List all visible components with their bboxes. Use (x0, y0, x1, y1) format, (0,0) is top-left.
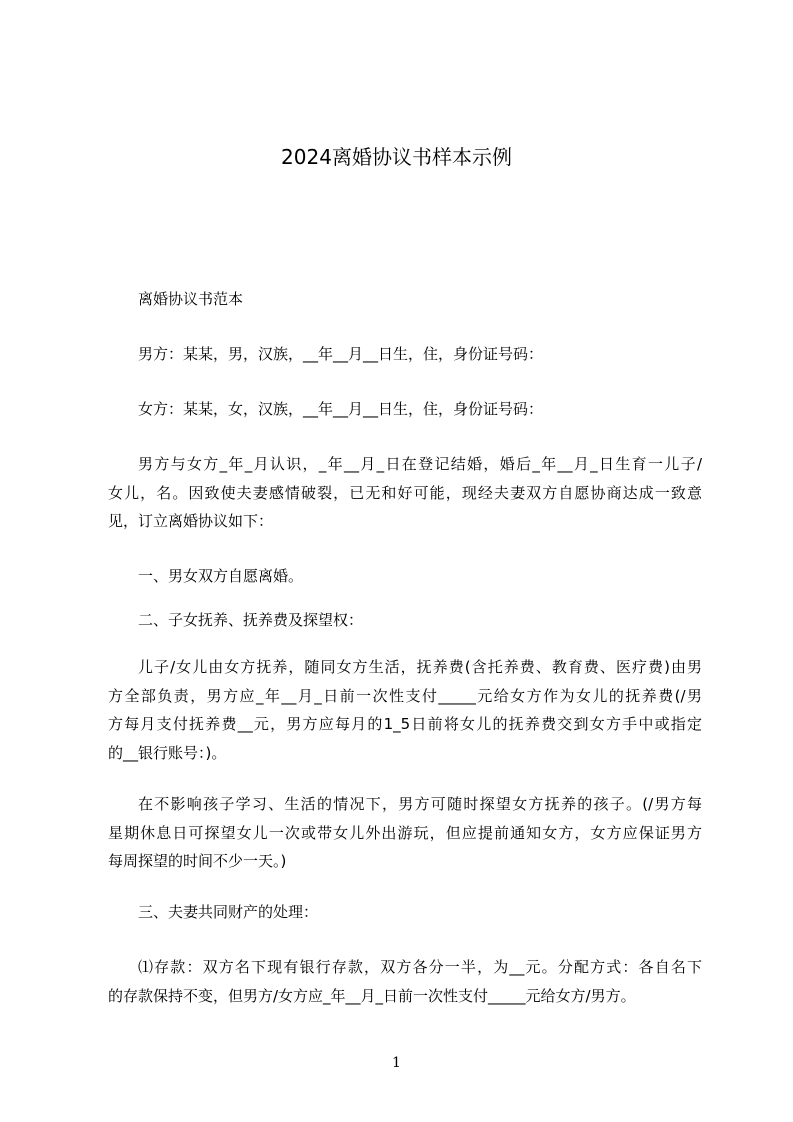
clause-3-text: 三、夫妻共同财产的处理： (138, 903, 319, 921)
clause-3 (108, 898, 702, 927)
text-line: 在不影响孩子学习、生活的情况下，男方可随时探望女方抚养的孩子。(/男方每 (138, 795, 702, 813)
text-line: 的__银行账号：)。 (108, 743, 227, 762)
text-line: 每周探望的时间不少一天。) (108, 852, 287, 870)
woman-info (108, 395, 702, 424)
clause-1-text: 一、男女双方自愿离婚。 (138, 567, 304, 585)
text-line: ⑴存款：双方名下现有银行存款，双方各分一半，为__元。分配方式：各自名下 (138, 958, 702, 976)
document-title: 2024离婚协议书样本示例 (281, 145, 512, 169)
clause-2 (108, 606, 702, 635)
text-line: 方每月支付抚养费__元，男方应每月的1_5日前将女儿的抚养费交到女方手中或指定 (108, 715, 702, 733)
woman-info-text: 女方：某某，女，汉族，__年__月__日生，住，身份证号码： (138, 400, 544, 418)
visitation-paragraph (108, 790, 702, 876)
clause-1 (108, 562, 702, 591)
man-info-text: 男方：某某，男，汉族，__年__月__日生，住，身份证号码： (138, 345, 544, 363)
text-line: 见，订立离婚协议如下： (108, 512, 274, 530)
text-line: 星期休息日可探望女儿一次或带女儿外出游玩，但应提前通知女方，女方应保证男方 (108, 823, 702, 842)
text-line: 男方与女方_年_月认识，_年__月_日在登记结婚，婚后_年__月_日生育一儿子/ (138, 455, 702, 473)
man-info (108, 340, 702, 369)
text-line: 女儿，名。因致使夫妻感情破裂，已无和好可能，现经夫妻双方自愿协商达成一致意 (108, 483, 702, 502)
text-line: 的存款保持不变，但男方/女方应_年__月_日前一次性支付_____元给女方/男方。 (108, 986, 636, 1005)
text-line: 儿子/女儿由女方抚养，随同女方生活，抚养费(含托养费、教育费、医疗费)由男 (138, 658, 702, 676)
deposit-paragraph (108, 953, 702, 1010)
section-heading (108, 285, 702, 314)
page-number: 1 (392, 1055, 401, 1071)
custody-paragraph (108, 653, 702, 767)
intro-paragraph (108, 450, 702, 536)
text-line: 方全部负责，男方应_年__月_日前一次性支付_____元给女方作为女儿的抚养费(/男 (108, 686, 702, 705)
heading-text: 离婚协议书范本 (138, 290, 244, 308)
clause-2-text: 二、子女抚养、抚养费及探望权： (138, 611, 364, 629)
